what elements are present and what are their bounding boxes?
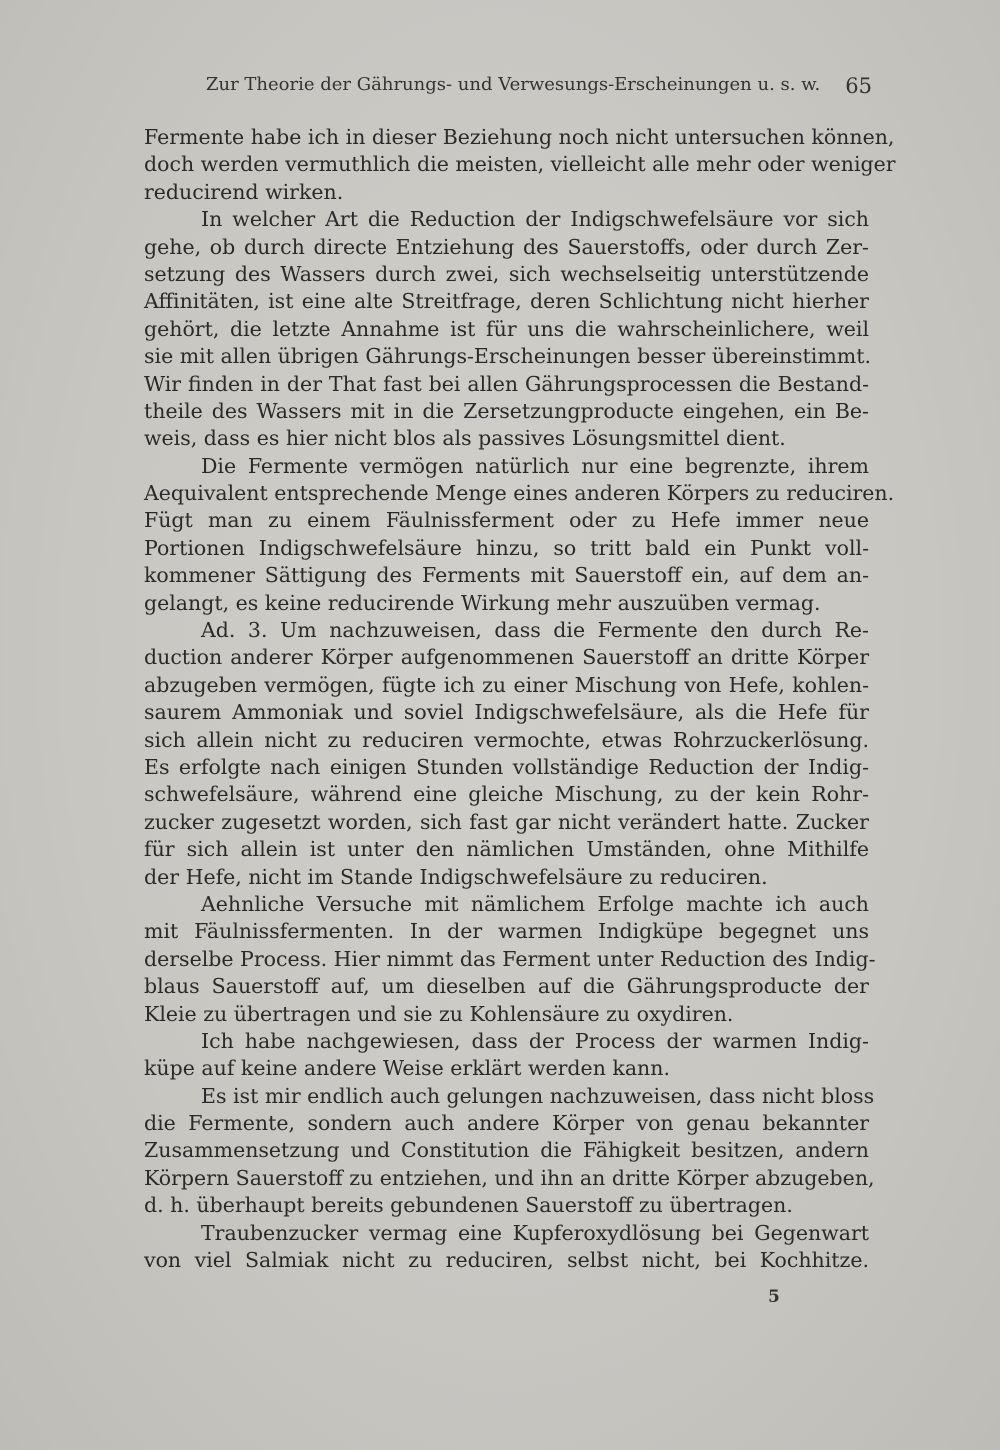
text-line: küpe auf keine andere Weise erklärt werden kann. (144, 1056, 670, 1081)
text-line: derselbe Process. Hier nimmt das Ferment unter Reduction des Indig- (144, 946, 876, 971)
body-text (144, 124, 896, 1274)
text-line: Wir finden in der That fast bei allen Gährungsprocessen die Bestand- (144, 371, 869, 396)
text-line: Fügt man zu einem Fäulnissferment oder zu Hefe immer neue (144, 508, 869, 533)
text-line: zucker zugesetzt worden, sich fast gar nicht verändert hatte. Zucker (144, 809, 869, 834)
text-line: Fermente habe ich in dieser Beziehung noch nicht untersuchen können, (144, 125, 895, 149)
text-line: Traubenzucker vermag eine Kupferoxydlösung bei Gegenwart (201, 1220, 869, 1245)
running-title: Zur Theorie der Gährungs- und Verwesungs-Erscheinungen u. s. w. (206, 74, 821, 95)
text-line: Körpern Sauerstoff zu entziehen, und ihn an dritte Körper abzugeben, (144, 1165, 875, 1190)
text-line: schwefelsäure, während eine gleiche Mischung, zu der kein Rohr- (144, 782, 869, 807)
text-line: sich allein nicht zu reduciren vermochte, etwas Rohrzuckerlösung. (144, 727, 869, 752)
text-line: blaus Sauerstoff auf, um dieselben auf die Gährungsproducte der (144, 974, 869, 999)
text-line: Kleie zu übertragen und sie zu Kohlensäure zu oxydiren. (144, 1001, 734, 1026)
text-line: gehört, die letzte Annahme ist für uns die wahrscheinlichere, weil (144, 316, 869, 341)
text-line: Affinitäten, ist eine alte Streitfrage, deren Schlichtung nicht hierher (144, 289, 869, 314)
text-line: theile des Wassers mit in die Zersetzungproducte eingehen, ein Be- (144, 398, 869, 423)
text-line: Die Fermente vermögen natürlich nur eine begrenzte, ihrem (201, 453, 869, 478)
text-line: Aequivalent entsprechende Menge eines anderen Körpers zu reduciren. (144, 481, 895, 506)
text-line: die Fermente, sondern auch andere Körper von genau bekannter (144, 1111, 869, 1136)
text-line: mit Fäulnissfermenten. In der warmen Indigküpe begegnet uns (144, 919, 869, 944)
text-line: kommener Sättigung des Ferments mit Sauerstoff ein, auf dem an- (144, 563, 869, 588)
text-line: gelangt, es keine reducirende Wirkung mehr auszuüben vermag. (144, 590, 821, 615)
text-line: d. h. überhaupt bereits gebundenen Sauerstoff zu übertragen. (144, 1193, 793, 1218)
text-line: Es erfolgte nach einigen Stunden vollständige Reduction der Indig- (144, 754, 869, 779)
text-line: duction anderer Körper aufgenommenen Sauerstoff an dritte Körper (144, 645, 869, 670)
running-head (206, 74, 872, 102)
text-line: reducirend wirken. (144, 179, 344, 204)
text-line: setzung des Wassers durch zwei, sich wechselseitig unterstützende (144, 261, 869, 286)
text-line: doch werden vermuthlich die meisten, vielleicht alle mehr oder weniger (144, 152, 896, 177)
text-line: Zusammensetzung und Constitution die Fähigkeit besitzen, andern (144, 1138, 869, 1163)
text-line: Aehnliche Versuche mit nämlichem Erfolge machte ich auch (201, 891, 869, 916)
text-line: Ad. 3. Um nachzuweisen, dass die Fermente den durch Re- (201, 618, 869, 643)
text-line: von viel Salmiak nicht zu reduciren, selbst nicht, bei Kochhitze. (144, 1248, 869, 1273)
text-line: Ich habe nachgewiesen, dass der Process der warmen Indig- (201, 1028, 869, 1053)
text-line: sie mit allen übrigen Gährungs-Erscheinungen besser übereinstimmt. (144, 344, 871, 369)
page-number: 65 (845, 74, 872, 98)
text-line: Es ist mir endlich auch gelungen nachzuweisen, dass nicht bloss (201, 1083, 875, 1108)
text-line: abzugeben vermögen, fügte ich zu einer Mischung von Hefe, kohlen- (144, 672, 869, 697)
text-line: In welcher Art die Reduction der Indigschwefelsäure vor sich (201, 207, 869, 232)
text-line: der Hefe, nicht im Stande Indigschwefelsäure zu reduciren. (144, 864, 768, 889)
signature-mark: 5 (768, 1287, 780, 1307)
text-line: weis, dass es hier nicht blos als passives Lösungsmittel dient. (144, 426, 786, 451)
text-line: für sich allein ist unter den nämlichen Umständen, ohne Mithilfe (144, 837, 869, 862)
text-line: Portionen Indigschwefelsäure hinzu, so tritt bald ein Punkt voll- (144, 535, 869, 560)
text-line: gehe, ob durch directe Entziehung des Sauerstoffs, oder durch Zer- (144, 234, 869, 259)
text-line: saurem Ammoniak und soviel Indigschwefelsäure, als die Hefe für (144, 700, 869, 725)
